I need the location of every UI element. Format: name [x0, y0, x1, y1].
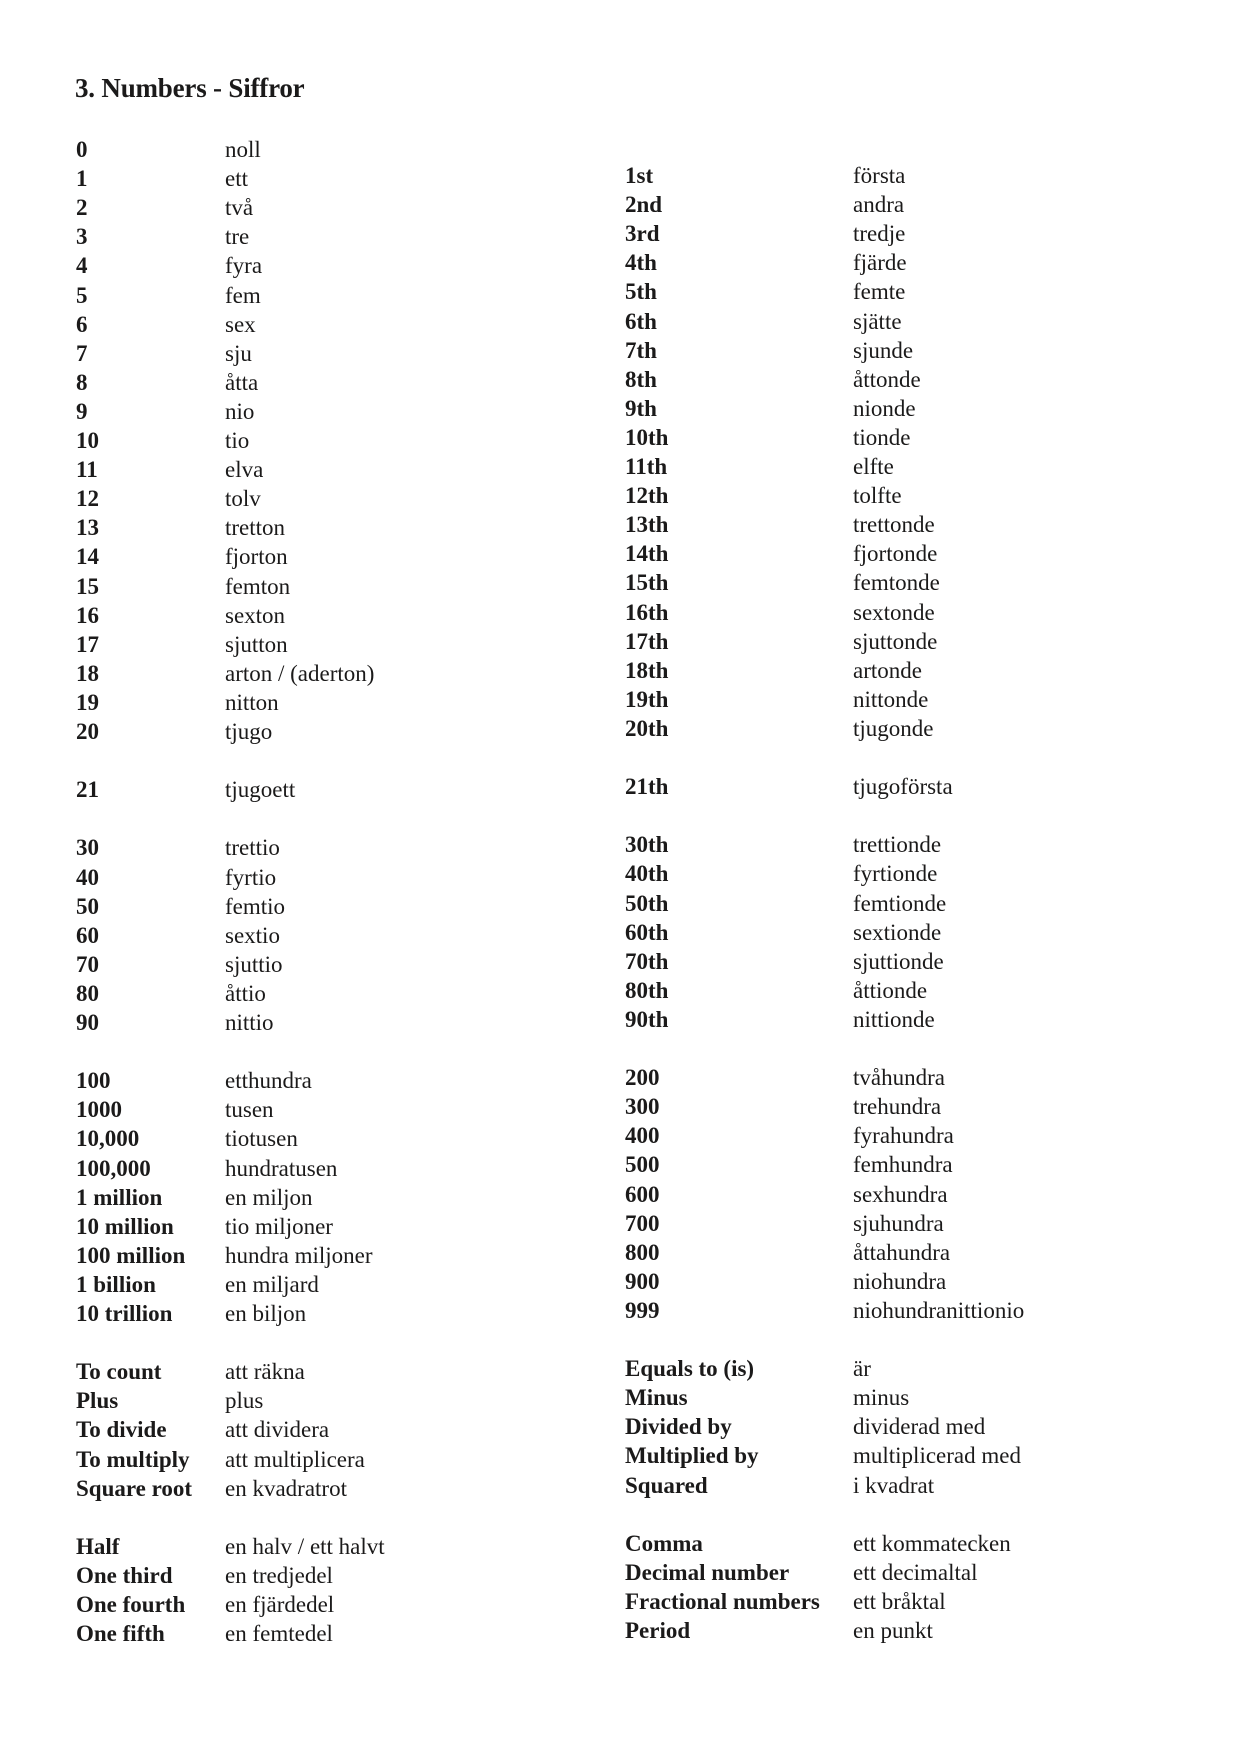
swedish-translation: nittonde [853, 687, 929, 712]
swedish-translation: trehundra [853, 1094, 942, 1119]
english-term: To divide [76, 1417, 167, 1442]
english-term: 1 million [76, 1185, 163, 1210]
english-term: One fourth [76, 1592, 186, 1617]
swedish-translation: nittio [225, 1010, 274, 1035]
english-term: 700 [625, 1211, 660, 1236]
swedish-translation: fyrahundra [853, 1123, 954, 1148]
swedish-translation: femtionde [853, 891, 947, 916]
english-term: 20th [625, 716, 669, 741]
swedish-translation: elfte [853, 454, 894, 479]
swedish-translation: att räkna [225, 1359, 305, 1384]
english-term: 2 [76, 195, 88, 220]
page-title: 3. Numbers - Siffror [75, 73, 305, 103]
swedish-translation: trettionde [853, 832, 942, 857]
english-term: 40 [76, 865, 99, 890]
swedish-translation: noll [225, 137, 261, 162]
swedish-translation: en kvadratrot [225, 1476, 347, 1501]
swedish-translation: etthundra [225, 1068, 312, 1093]
english-term: 4th [625, 250, 657, 275]
english-term: 600 [625, 1182, 660, 1207]
swedish-translation: andra [853, 192, 905, 217]
english-term: 8 [76, 370, 88, 395]
swedish-translation: elva [225, 457, 264, 482]
swedish-translation: trettonde [853, 512, 935, 537]
english-term: 8th [625, 367, 657, 392]
english-term: 2nd [625, 192, 663, 217]
english-term: 11 [76, 457, 98, 482]
english-term: 10 million [76, 1214, 174, 1239]
swedish-translation: dividerad med [853, 1414, 986, 1439]
english-term: 70th [625, 949, 669, 974]
swedish-translation: fyrtio [225, 865, 277, 890]
english-term: 80th [625, 978, 669, 1003]
english-term: 9 [76, 399, 88, 424]
english-term: 60th [625, 920, 669, 945]
english-term: Multiplied by [625, 1443, 759, 1468]
english-term: One fifth [76, 1621, 165, 1646]
english-term: 18th [625, 658, 669, 683]
english-term: 5 [76, 283, 88, 308]
english-term: Divided by [625, 1414, 732, 1439]
english-term: 40th [625, 861, 669, 886]
english-term: 7 [76, 341, 88, 366]
swedish-translation: sjutton [225, 632, 288, 657]
english-term: 1 billion [76, 1272, 156, 1297]
swedish-translation: fjorton [225, 544, 288, 569]
english-term: 21th [625, 774, 669, 799]
swedish-translation: att multiplicera [225, 1447, 365, 1472]
swedish-translation: tio miljoner [225, 1214, 333, 1239]
english-term: 10,000 [76, 1126, 140, 1151]
swedish-translation: sjuhundra [853, 1211, 944, 1236]
swedish-translation: sexton [225, 603, 286, 628]
swedish-translation: femtonde [853, 570, 940, 595]
swedish-translation: i kvadrat [853, 1473, 935, 1498]
english-term: Equals to (is) [625, 1356, 755, 1381]
english-term: 900 [625, 1269, 660, 1294]
swedish-translation: tre [225, 224, 250, 249]
english-term: 100,000 [76, 1156, 151, 1181]
swedish-translation: nionde [853, 396, 916, 421]
swedish-translation: sex [225, 312, 256, 337]
english-term: 90th [625, 1007, 669, 1032]
swedish-translation: första [853, 163, 906, 188]
swedish-translation: tredje [853, 221, 906, 246]
swedish-translation: tjugoett [225, 777, 296, 802]
swedish-translation: fyrtionde [853, 861, 938, 886]
english-term: 50 [76, 894, 99, 919]
swedish-translation: tretton [225, 515, 286, 540]
swedish-translation: två [225, 195, 254, 220]
english-term: Comma [625, 1531, 703, 1556]
swedish-translation: arton / (aderton) [225, 661, 375, 686]
swedish-translation: sextio [225, 923, 280, 948]
swedish-translation: sjunde [853, 338, 914, 363]
swedish-translation: artonde [853, 658, 922, 683]
swedish-translation: åttio [225, 981, 266, 1006]
swedish-translation: minus [853, 1385, 910, 1410]
swedish-translation: tionde [853, 425, 911, 450]
swedish-translation: femton [225, 574, 291, 599]
english-term: 14th [625, 541, 669, 566]
english-term: Period [625, 1618, 691, 1643]
english-term: 70 [76, 952, 99, 977]
english-term: Plus [76, 1388, 119, 1413]
english-term: Fractional numbers [625, 1589, 820, 1614]
swedish-translation: tjugonde [853, 716, 934, 741]
english-term: 1000 [76, 1097, 122, 1122]
swedish-translation: plus [225, 1388, 264, 1413]
swedish-translation: tolfte [853, 483, 902, 508]
english-term: 50th [625, 891, 669, 916]
english-term: 13th [625, 512, 669, 537]
english-term: 500 [625, 1152, 660, 1177]
swedish-translation: ett kommatecken [853, 1531, 1011, 1556]
swedish-translation: sjuttionde [853, 949, 944, 974]
swedish-translation: tusen [225, 1097, 274, 1122]
swedish-translation: en fjärdedel [225, 1592, 335, 1617]
english-term: Half [76, 1534, 120, 1559]
swedish-translation: hundratusen [225, 1156, 338, 1181]
english-term: 15 [76, 574, 99, 599]
swedish-translation: fyra [225, 253, 263, 278]
english-term: 15th [625, 570, 669, 595]
english-term: 5th [625, 279, 657, 304]
english-term: 300 [625, 1094, 660, 1119]
swedish-translation: åttonde [853, 367, 921, 392]
english-term: 100 million [76, 1243, 186, 1268]
swedish-translation: en halv / ett halvt [225, 1534, 385, 1559]
swedish-translation: åttahundra [853, 1240, 951, 1265]
english-term: 13 [76, 515, 99, 540]
english-term: Decimal number [625, 1560, 790, 1585]
english-term: 6 [76, 312, 88, 337]
swedish-translation: tvåhundra [853, 1065, 945, 1090]
english-term: 90 [76, 1010, 99, 1035]
english-term: 6th [625, 309, 657, 334]
english-term: 12 [76, 486, 99, 511]
swedish-translation: fem [225, 283, 261, 308]
english-term: 9th [625, 396, 657, 421]
english-term: 10th [625, 425, 669, 450]
english-term: 12th [625, 483, 669, 508]
swedish-translation: niohundranittionio [853, 1298, 1025, 1323]
english-term: One third [76, 1563, 173, 1588]
english-term: 18 [76, 661, 99, 686]
swedish-translation: fjärde [853, 250, 907, 275]
english-term: 999 [625, 1298, 660, 1323]
english-term: 3rd [625, 221, 660, 246]
swedish-translation: tolv [225, 486, 261, 511]
swedish-translation: en punkt [853, 1618, 933, 1643]
swedish-translation: en miljard [225, 1272, 319, 1297]
swedish-translation: sju [225, 341, 252, 366]
swedish-translation: trettio [225, 835, 280, 860]
english-term: 1st [625, 163, 654, 188]
english-term: 80 [76, 981, 99, 1006]
swedish-translation: en miljon [225, 1185, 313, 1210]
swedish-translation: hundra miljoner [225, 1243, 373, 1268]
english-term: 7th [625, 338, 657, 363]
english-term: 10 [76, 428, 99, 453]
swedish-translation: sexhundra [853, 1182, 948, 1207]
swedish-translation: åttionde [853, 978, 928, 1003]
swedish-translation: tjugo [225, 719, 273, 744]
english-term: 16 [76, 603, 99, 628]
english-term: 0 [76, 137, 88, 162]
swedish-translation: tiotusen [225, 1126, 298, 1151]
swedish-translation: multiplicerad med [853, 1443, 1021, 1468]
swedish-translation: sextonde [853, 600, 935, 625]
swedish-translation: att dividera [225, 1417, 330, 1442]
english-term: Minus [625, 1385, 688, 1410]
english-term: 17 [76, 632, 99, 657]
swedish-translation: femhundra [853, 1152, 953, 1177]
english-term: 800 [625, 1240, 660, 1265]
english-term: 11th [625, 454, 668, 479]
swedish-translation: nittionde [853, 1007, 935, 1032]
swedish-translation: en tredjedel [225, 1563, 333, 1588]
english-term: 21 [76, 777, 99, 802]
english-term: 17th [625, 629, 669, 654]
english-term: 19th [625, 687, 669, 712]
swedish-translation: sjätte [853, 309, 902, 334]
english-term: 14 [76, 544, 99, 569]
swedish-translation: ett bråktal [853, 1589, 946, 1614]
english-term: 10 trillion [76, 1301, 173, 1326]
swedish-translation: femte [853, 279, 906, 304]
english-term: 400 [625, 1123, 660, 1148]
swedish-translation: en biljon [225, 1301, 307, 1326]
swedish-translation: en femtedel [225, 1621, 333, 1646]
english-term: 1 [76, 166, 88, 191]
swedish-translation: sextionde [853, 920, 942, 945]
swedish-translation: fjortonde [853, 541, 938, 566]
swedish-translation: tjugoförsta [853, 774, 953, 799]
english-term: 4 [76, 253, 88, 278]
swedish-translation: tio [225, 428, 250, 453]
english-term: 19 [76, 690, 99, 715]
english-term: To multiply [76, 1447, 190, 1472]
swedish-translation: nio [225, 399, 255, 424]
english-term: 60 [76, 923, 99, 948]
english-term: 30th [625, 832, 669, 857]
swedish-translation: ett [225, 166, 248, 191]
swedish-translation: är [853, 1356, 871, 1381]
english-term: 20 [76, 719, 99, 744]
english-term: 30 [76, 835, 99, 860]
english-term: 16th [625, 600, 669, 625]
swedish-translation: femtio [225, 894, 286, 919]
english-term: To count [76, 1359, 162, 1384]
swedish-translation: sjuttio [225, 952, 283, 977]
english-term: Square root [76, 1476, 193, 1501]
english-term: Squared [625, 1473, 708, 1498]
english-term: 200 [625, 1065, 660, 1090]
english-term: 100 [76, 1068, 111, 1093]
swedish-translation: ett decimaltal [853, 1560, 978, 1585]
swedish-translation: nitton [225, 690, 279, 715]
swedish-translation: sjuttonde [853, 629, 938, 654]
english-term: 3 [76, 224, 88, 249]
swedish-translation: niohundra [853, 1269, 947, 1294]
swedish-translation: åtta [225, 370, 259, 395]
